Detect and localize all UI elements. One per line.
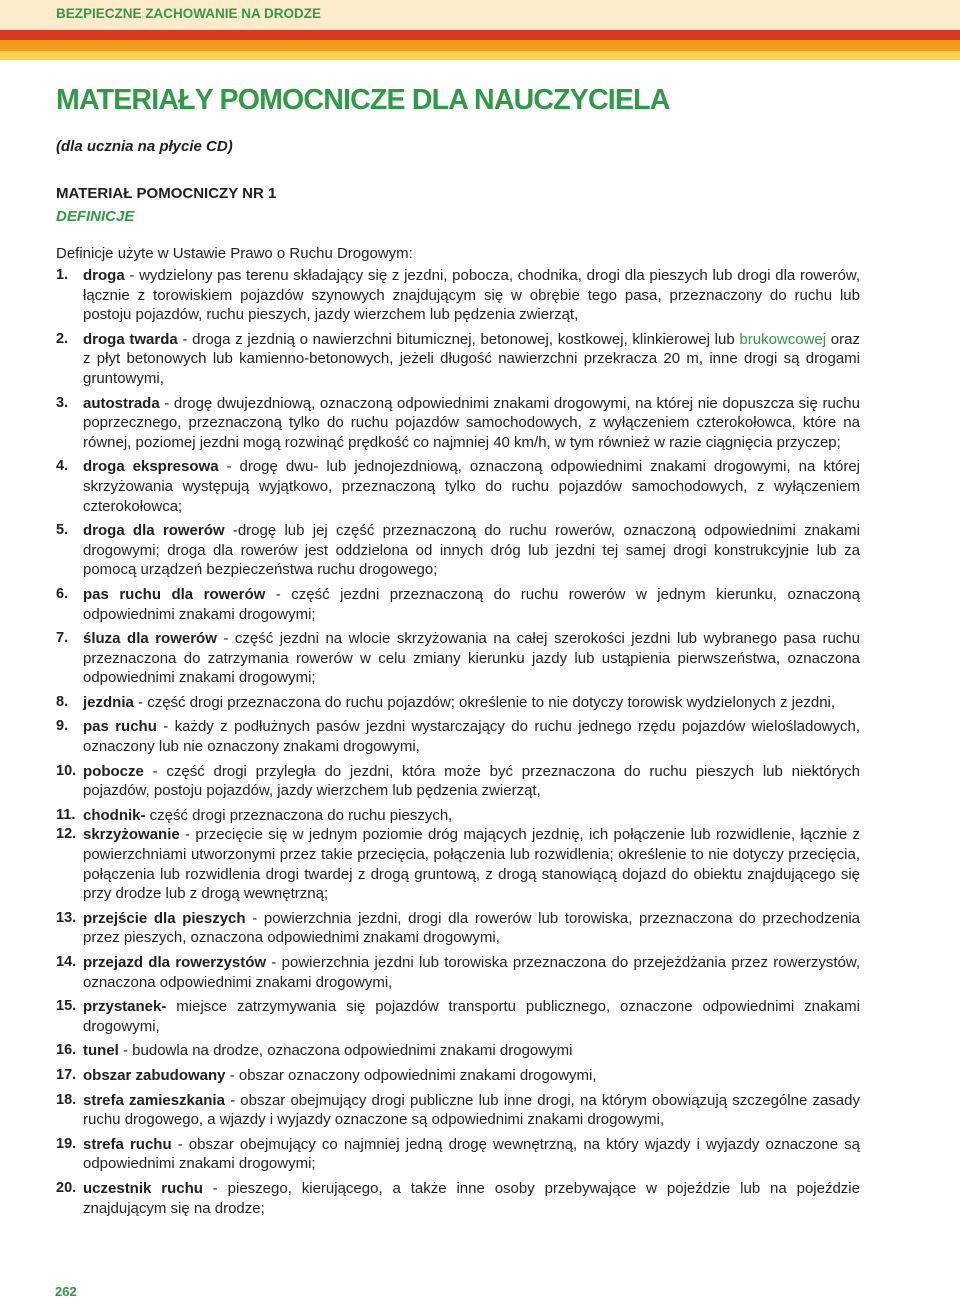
header-bar [0, 0, 960, 30]
definition-number: 4. [56, 458, 69, 475]
definition-text: oraz z płyt betonowych lub kamienno-betonowych, jeżeli długość nawierzchni przekracza 20 m, inne drogi są drogami gruntowymi, [83, 330, 860, 387]
definition-text: - drogę dwu- lub jednojezdniową, oznaczoną odpowiednimi znakami drogowymi, na której skrzyżowania występują wyjątkowo, przeznaczoną tylko do ruchu pojazdów samochodowych, z wyłączeniem czterokołowca; [83, 458, 861, 515]
definition-item [56, 457, 860, 516]
definition-number: 12. [56, 826, 77, 843]
definition-item [56, 1179, 860, 1218]
definition-item [56, 521, 860, 580]
definition-term: droga [83, 267, 125, 284]
definition-text: część drogi przeznaczona do ruchu pieszych, [145, 806, 453, 824]
definition-number: 18. [56, 1091, 77, 1108]
definition-term: pobocze [83, 762, 144, 780]
definition-term: droga twarda [83, 330, 178, 348]
section-label: DEFINICJE [56, 208, 135, 225]
definition-text: - droga z jezdnią o nawierzchni bitumicznej, betonowej, kostkowej, klinkierowej lub [177, 330, 740, 348]
highlighted-word: brukowcowej [739, 330, 827, 348]
definition-item [56, 997, 860, 1036]
definition-number: 16. [56, 1042, 77, 1059]
definition-text: - część jezdni na wlocie skrzyżowania na całej szerokości jezdni lub wybranego pasa ruchu przeznaczona do zatrzymania rowerów w celu zmiany kierunku jazdy lub ustąpienia pierwszeństwa, oznaczona odpowiednimi znakami drogowymi; [83, 630, 860, 687]
definition-term: śluza dla rowerów [83, 630, 217, 648]
stripe-orange [0, 40, 960, 51]
definition-number: 1. [56, 267, 69, 283]
definition-text: - budowla na drodze, oznaczona odpowiednimi znakami drogowymi [118, 1042, 573, 1060]
definition-text: - obszar obejmujący co najmniej jedną drogę wewnętrzną, na który wjazdy i wyjazdy oznaczone są odpowiednimi znakami drogowymi; [83, 1135, 860, 1173]
definition-item [56, 806, 860, 826]
definition-term: uczestnik ruchu [83, 1179, 203, 1197]
definition-text: - część drogi przeznaczona do ruchu pojazdów; określenie to nie dotyczy torowisk wydzielonych z jezdni, [133, 693, 836, 711]
definition-number: 17. [56, 1066, 77, 1083]
stripe-yellow [0, 51, 960, 60]
page-title: MATERIAŁY POMOCNICZE DLA NAUCZYCIELA [56, 84, 670, 116]
definition-text: - wydzielony pas terenu składający się z jezdni, pobocza, chodnika, drogi dla pieszych lub drogi dla rowerów, łącznie z torowiskiem pojazdów szynowych znajdującym się w obrębie tego pasa, przeznaczony do ruchu lub postoju pojazdów, ruchu pieszych, jazdy wierzchem lub pędzenia zwierząt, [83, 267, 860, 324]
header-title: BEZPIECZNE ZACHOWANIE NA DRODZE [56, 6, 322, 21]
definition-item [56, 693, 860, 713]
definition-item [56, 266, 860, 325]
definition-number: 19. [56, 1135, 77, 1152]
definition-term: pas ruchu dla rowerów [83, 585, 266, 603]
definition-text: miejsce zatrzymywania się pojazdów transportu publicznego, oznaczone odpowiednimi znakami drogowymi, [83, 998, 860, 1035]
definition-term: przystanek- [83, 998, 167, 1016]
definitions-list [56, 266, 860, 1223]
material-label: MATERIAŁ POMOCNICZY NR 1 [56, 185, 277, 202]
definition-term: droga dla rowerów [83, 522, 225, 540]
definition-text: - każdy z podłużnych pasów jezdni wystarczający do ruchu jednego rzędu pojazdów wielośladowych, oznaczony lub nie oznaczony znakami drogowymi, [83, 718, 860, 756]
definition-number: 3. [56, 394, 69, 411]
definition-term: autostrada [83, 394, 160, 412]
definition-item [56, 394, 860, 453]
definition-text: - przecięcie się w jednym poziomie dróg mających jezdnię, ich połączenie lub rozwidlenie, łącznie z powierzchniami utworzonymi przez takie przecięcia, połączenia lub rozwidlenia; określenie to nie dotyczy przecięcia, połączenia lub rozwidlenia drogi twardej z drogą gruntową, z drogą stanowiącą dojazd do obiektu znajdującego się przy drodze lub z drogą wewnętrzną; [83, 826, 860, 903]
page-subtitle: (dla ucznia na płycie CD) [56, 138, 233, 155]
page-number: 262 [55, 1284, 77, 1299]
definition-item [56, 1091, 860, 1130]
stripe-red [0, 30, 960, 40]
definition-number: 8. [56, 693, 69, 710]
definition-item [56, 909, 860, 948]
definition-number: 5. [56, 522, 69, 539]
definition-item [56, 717, 860, 756]
definition-text: - część jezdni przeznaczoną do ruchu rowerów w jednym kierunku, oznaczoną odpowiednimi znakami drogowymi; [83, 585, 860, 623]
definition-text: - powierzchnia jezdni, drogi dla rowerów lub torowiska, przeznaczona do przechodzenia przez pieszych, oznaczona odpowiednimi znakami drogowymi, [83, 909, 861, 947]
definition-item [56, 953, 860, 992]
definition-term: skrzyżowanie [83, 826, 180, 844]
definition-number: 2. [56, 330, 69, 347]
definition-term: tunel [83, 1042, 119, 1060]
definition-term: strefa ruchu [83, 1135, 172, 1153]
definition-number: 14. [56, 954, 77, 970]
definition-item [56, 1066, 860, 1086]
definition-term: obszar zabudowany [83, 1066, 226, 1084]
intro-text: Definicje użyte w Ustawie Prawo o Ruchu Drogowym: [56, 245, 413, 262]
definition-item [56, 585, 860, 624]
definition-number: 10. [56, 762, 77, 779]
definition-number: 9. [56, 718, 69, 735]
definition-text: -drogę lub jej część przeznaczoną do ruchu rowerów, oznaczoną odpowiednimi znakami drogowymi; droga dla rowerów jest oddzielona od innych dróg lub jezdni tej samej drogi konstrukcyjnie lub za pomocą urządzeń bezpieczeństwa ruchu drogowego; [83, 522, 860, 579]
definition-term: droga ekspresowa [83, 458, 219, 476]
definition-number: 15. [56, 998, 77, 1015]
definition-text: - drogę dwujezdniową, oznaczoną odpowiednimi znakami drogowymi, na której nie dopuszcza się ruchu poprzecznego, przeznaczoną tylko do ruchu pojazdów samochodowych, z wyłączeniem czterokołowca, które na równej, poziomej jezdni mogą rozwinąć prędkość co najmniej 40 km/h, w tym również w razie ciągnięcia przyczep; [83, 394, 860, 451]
definition-number: 11. [56, 806, 76, 823]
definition-item [56, 629, 860, 688]
definition-term: przejście dla pieszych [83, 909, 246, 927]
definition-number: 20. [56, 1179, 77, 1196]
definition-term: pas ruchu [83, 718, 157, 736]
definition-text: - powierzchnia jezdni lub torowiska przeznaczona do przejeżdżania przez rowerzystów, oznaczona odpowiednimi znakami drogowymi, [83, 954, 860, 991]
definition-text: - część drogi przyległa do jezdni, która może być przeznaczona do ruchu pieszych lub niektórych pojazdów, postoju pojazdów, jazdy wierzchem lub pędzenia zwierząt, [83, 762, 860, 800]
definition-term: chodnik- [83, 806, 146, 824]
definition-number: 13. [56, 909, 77, 926]
definition-text: - pieszego, kierującego, a także inne osoby przebywające w pojeździe lub na pojeździe znajdującym się na drodze; [83, 1179, 860, 1217]
definition-item [56, 1135, 860, 1174]
definition-term: strefa zamieszkania [83, 1091, 225, 1109]
definition-number: 7. [56, 630, 69, 647]
definition-item [56, 330, 860, 389]
definition-text: - obszar oznaczony odpowiednimi znakami drogowymi, [225, 1066, 597, 1084]
definition-item [56, 1041, 860, 1061]
definition-term: przejazd dla rowerzystów [83, 954, 267, 971]
definition-text: - obszar obejmujący drogi publiczne lub inne drogi, na którym obowiązują szczególne zasady ruchu drogowego, a wjazdy i wyjazdy oznaczone są odpowiednimi znakami drogowymi, [83, 1091, 860, 1129]
definition-item [56, 825, 860, 903]
definition-item [56, 762, 860, 801]
definition-number: 6. [56, 585, 69, 602]
definition-term: jezdnia [83, 693, 134, 711]
